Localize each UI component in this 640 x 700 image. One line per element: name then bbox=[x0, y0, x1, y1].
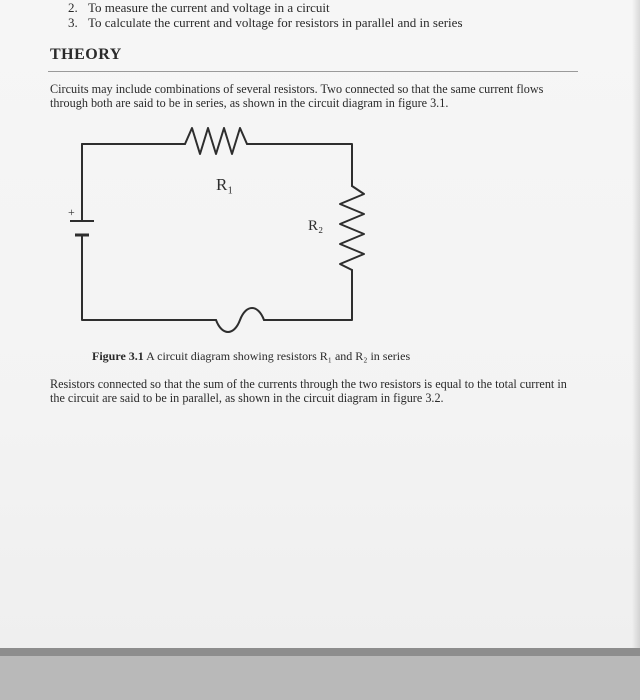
aims-list bbox=[68, 0, 463, 30]
list-text: To calculate the current and voltage for resistors in parallel and in series bbox=[88, 15, 463, 30]
section-heading: THEORY bbox=[50, 46, 122, 63]
list-number: 2. bbox=[68, 0, 78, 15]
r2-label: R₂ bbox=[308, 218, 324, 234]
resistor-r1 bbox=[185, 128, 247, 154]
wire-bottom-left bbox=[82, 236, 216, 320]
series-circuit-diagram bbox=[60, 118, 390, 338]
source-wave bbox=[216, 308, 264, 332]
heading-rule bbox=[48, 71, 578, 72]
screen-bottom-area bbox=[0, 656, 640, 700]
list-text: To measure the current and voltage in a circuit bbox=[88, 0, 330, 15]
resistor-r2 bbox=[340, 186, 364, 270]
theory-paragraph-1: Circuits may include combinations of several resistors. Two connected so that the same current flows through both are said to be in series, as shown in the circuit diagram in figure 3.1. bbox=[50, 82, 544, 110]
r1-label: R₁ bbox=[216, 175, 234, 194]
wire-top-right bbox=[247, 144, 352, 186]
screen-bottom-bezel bbox=[0, 648, 640, 656]
wire-bottom-right bbox=[264, 270, 352, 320]
battery-plus-sign: + bbox=[68, 205, 75, 219]
figure-caption-text: A circuit diagram showing resistors R₁ and R₂ in series bbox=[143, 349, 411, 363]
list-number: 3. bbox=[68, 15, 78, 30]
list-item bbox=[68, 0, 463, 15]
theory-paragraph-2: Resistors connected so that the sum of the currents through the two resistors is equal to the total current in the circuit are said to be in parallel, as shown in the circuit diagram in figure 3.2. bbox=[50, 377, 567, 405]
figure-label: Figure 3.1 bbox=[92, 349, 144, 363]
page-edge-shadow bbox=[632, 0, 640, 648]
list-item bbox=[68, 15, 463, 30]
figure-caption bbox=[92, 349, 410, 364]
